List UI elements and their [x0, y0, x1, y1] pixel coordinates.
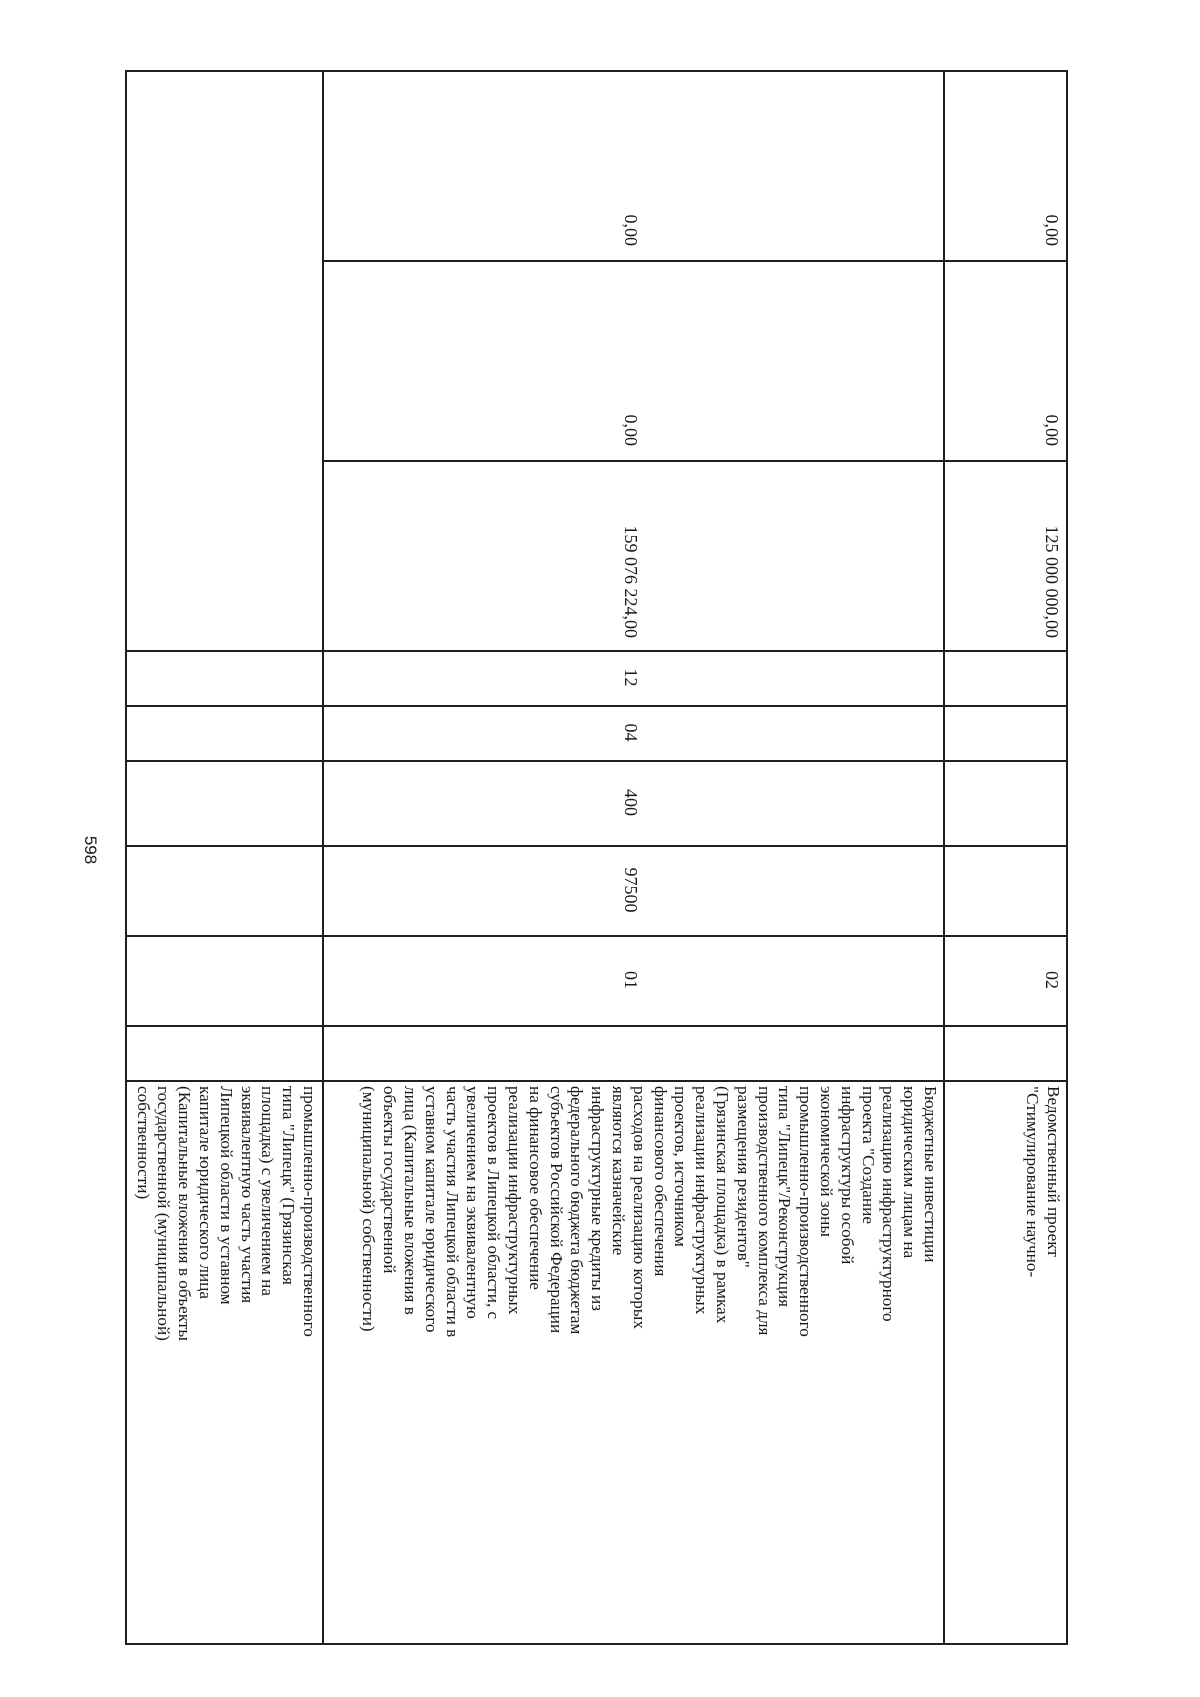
code-value [944, 650, 1066, 705]
code-cell [323, 650, 943, 705]
amount-value: 0,00 [1042, 414, 1062, 446]
budget-table [125, 70, 1068, 1645]
amount-cell [323, 70, 943, 260]
code-cell [323, 845, 943, 935]
table-rule [1066, 70, 1068, 1645]
code-cell [125, 705, 322, 760]
code-value: 04 [621, 723, 641, 742]
table-rule [323, 260, 1066, 262]
code-value [125, 705, 322, 760]
code-cell [944, 760, 1066, 845]
code-value: 01 [621, 971, 641, 989]
row-description: промышленно-производственного типа "Липецк" (Грязинская площадка) с увеличением на эквивалентную часть участия Липецкой области в уставном капитале юридического лица (Капитальные вложения в объекты государственной (муниципальной) собственности) [133, 1086, 319, 1341]
row-description: Бюджетные инвестиции юридическим лицам на реализацию инфраструктурного проекта "Создание инфраструктуры особой экономической зоны промышленно-производственного типа "Липецк"/Реконструкция производственного комплекса для размещения резидентов" (Грязинская площадка) в рамках реализации инфраструктурных проектов, источником финансового обеспечения расходов на реализацию которых являются казначейские инфраструктурные кредиты из федерального бюджета бюджетам субъектов Российской Федерации на финансовое обеспечение реализации инфраструктурных проектов в Липецкой области, с увеличением на эквивалентную часть участия Липецкой области в уставном капитале юридического лица (Капитальные вложения в объекты государственной (муниципальной) собственности) [359, 1086, 940, 1338]
code-cell [944, 650, 1066, 705]
page-number: 598 [81, 835, 100, 865]
table-row [944, 70, 1066, 1643]
table-rule [125, 650, 1068, 652]
amount-value: 0,00 [1042, 214, 1062, 246]
code-value [125, 935, 322, 1025]
code-cell [944, 935, 1066, 1025]
code-value [125, 650, 322, 705]
code-value: 97500 [621, 867, 641, 913]
amount-value: 125 000 000,00 [1042, 525, 1062, 638]
description-cell [323, 1082, 943, 1643]
code-cell [125, 935, 322, 1025]
code-value [125, 760, 322, 845]
description-cell [125, 1082, 322, 1643]
amount-cell [323, 460, 943, 650]
amount-value [125, 460, 322, 650]
code-cell [944, 845, 1066, 935]
table-rule [323, 460, 1066, 462]
table-rule [125, 760, 1068, 762]
code-value: 02 [1042, 971, 1062, 989]
table-rule [125, 1025, 1068, 1027]
row-description: Ведомственный проект "Стимулирование научно- [1023, 1086, 1063, 1278]
code-cell [125, 650, 322, 705]
amount-value: 0,00 [621, 214, 641, 246]
code-cell [323, 760, 943, 845]
amount-value [125, 260, 322, 460]
amount-cell [125, 260, 322, 460]
code-cell [323, 705, 943, 760]
amount-value [125, 70, 322, 260]
table-row [323, 70, 943, 1643]
code-value [944, 760, 1066, 845]
amount-value: 159 076 224,00 [621, 525, 641, 638]
table-rule [125, 845, 1068, 847]
code-cell [125, 760, 322, 845]
code-cell [323, 1025, 943, 1080]
amount-cell [125, 460, 322, 650]
table-rule [125, 935, 1068, 937]
code-value [125, 845, 322, 935]
code-value: 12 [621, 668, 641, 687]
amount-cell [323, 260, 943, 460]
code-cell [944, 705, 1066, 760]
code-value [944, 845, 1066, 935]
amount-cell [944, 260, 1066, 460]
amount-cell [944, 460, 1066, 650]
code-cell [125, 845, 322, 935]
table-row [125, 70, 322, 1643]
code-value [944, 705, 1066, 760]
amount-value: 0,00 [621, 414, 641, 446]
table-rule [125, 1643, 1068, 1645]
code-cell [323, 935, 943, 1025]
table-rule [125, 705, 1068, 707]
amount-cell [125, 70, 322, 260]
description-cell [944, 1082, 1066, 1643]
code-value: 400 [621, 789, 641, 816]
amount-cell [944, 70, 1066, 260]
